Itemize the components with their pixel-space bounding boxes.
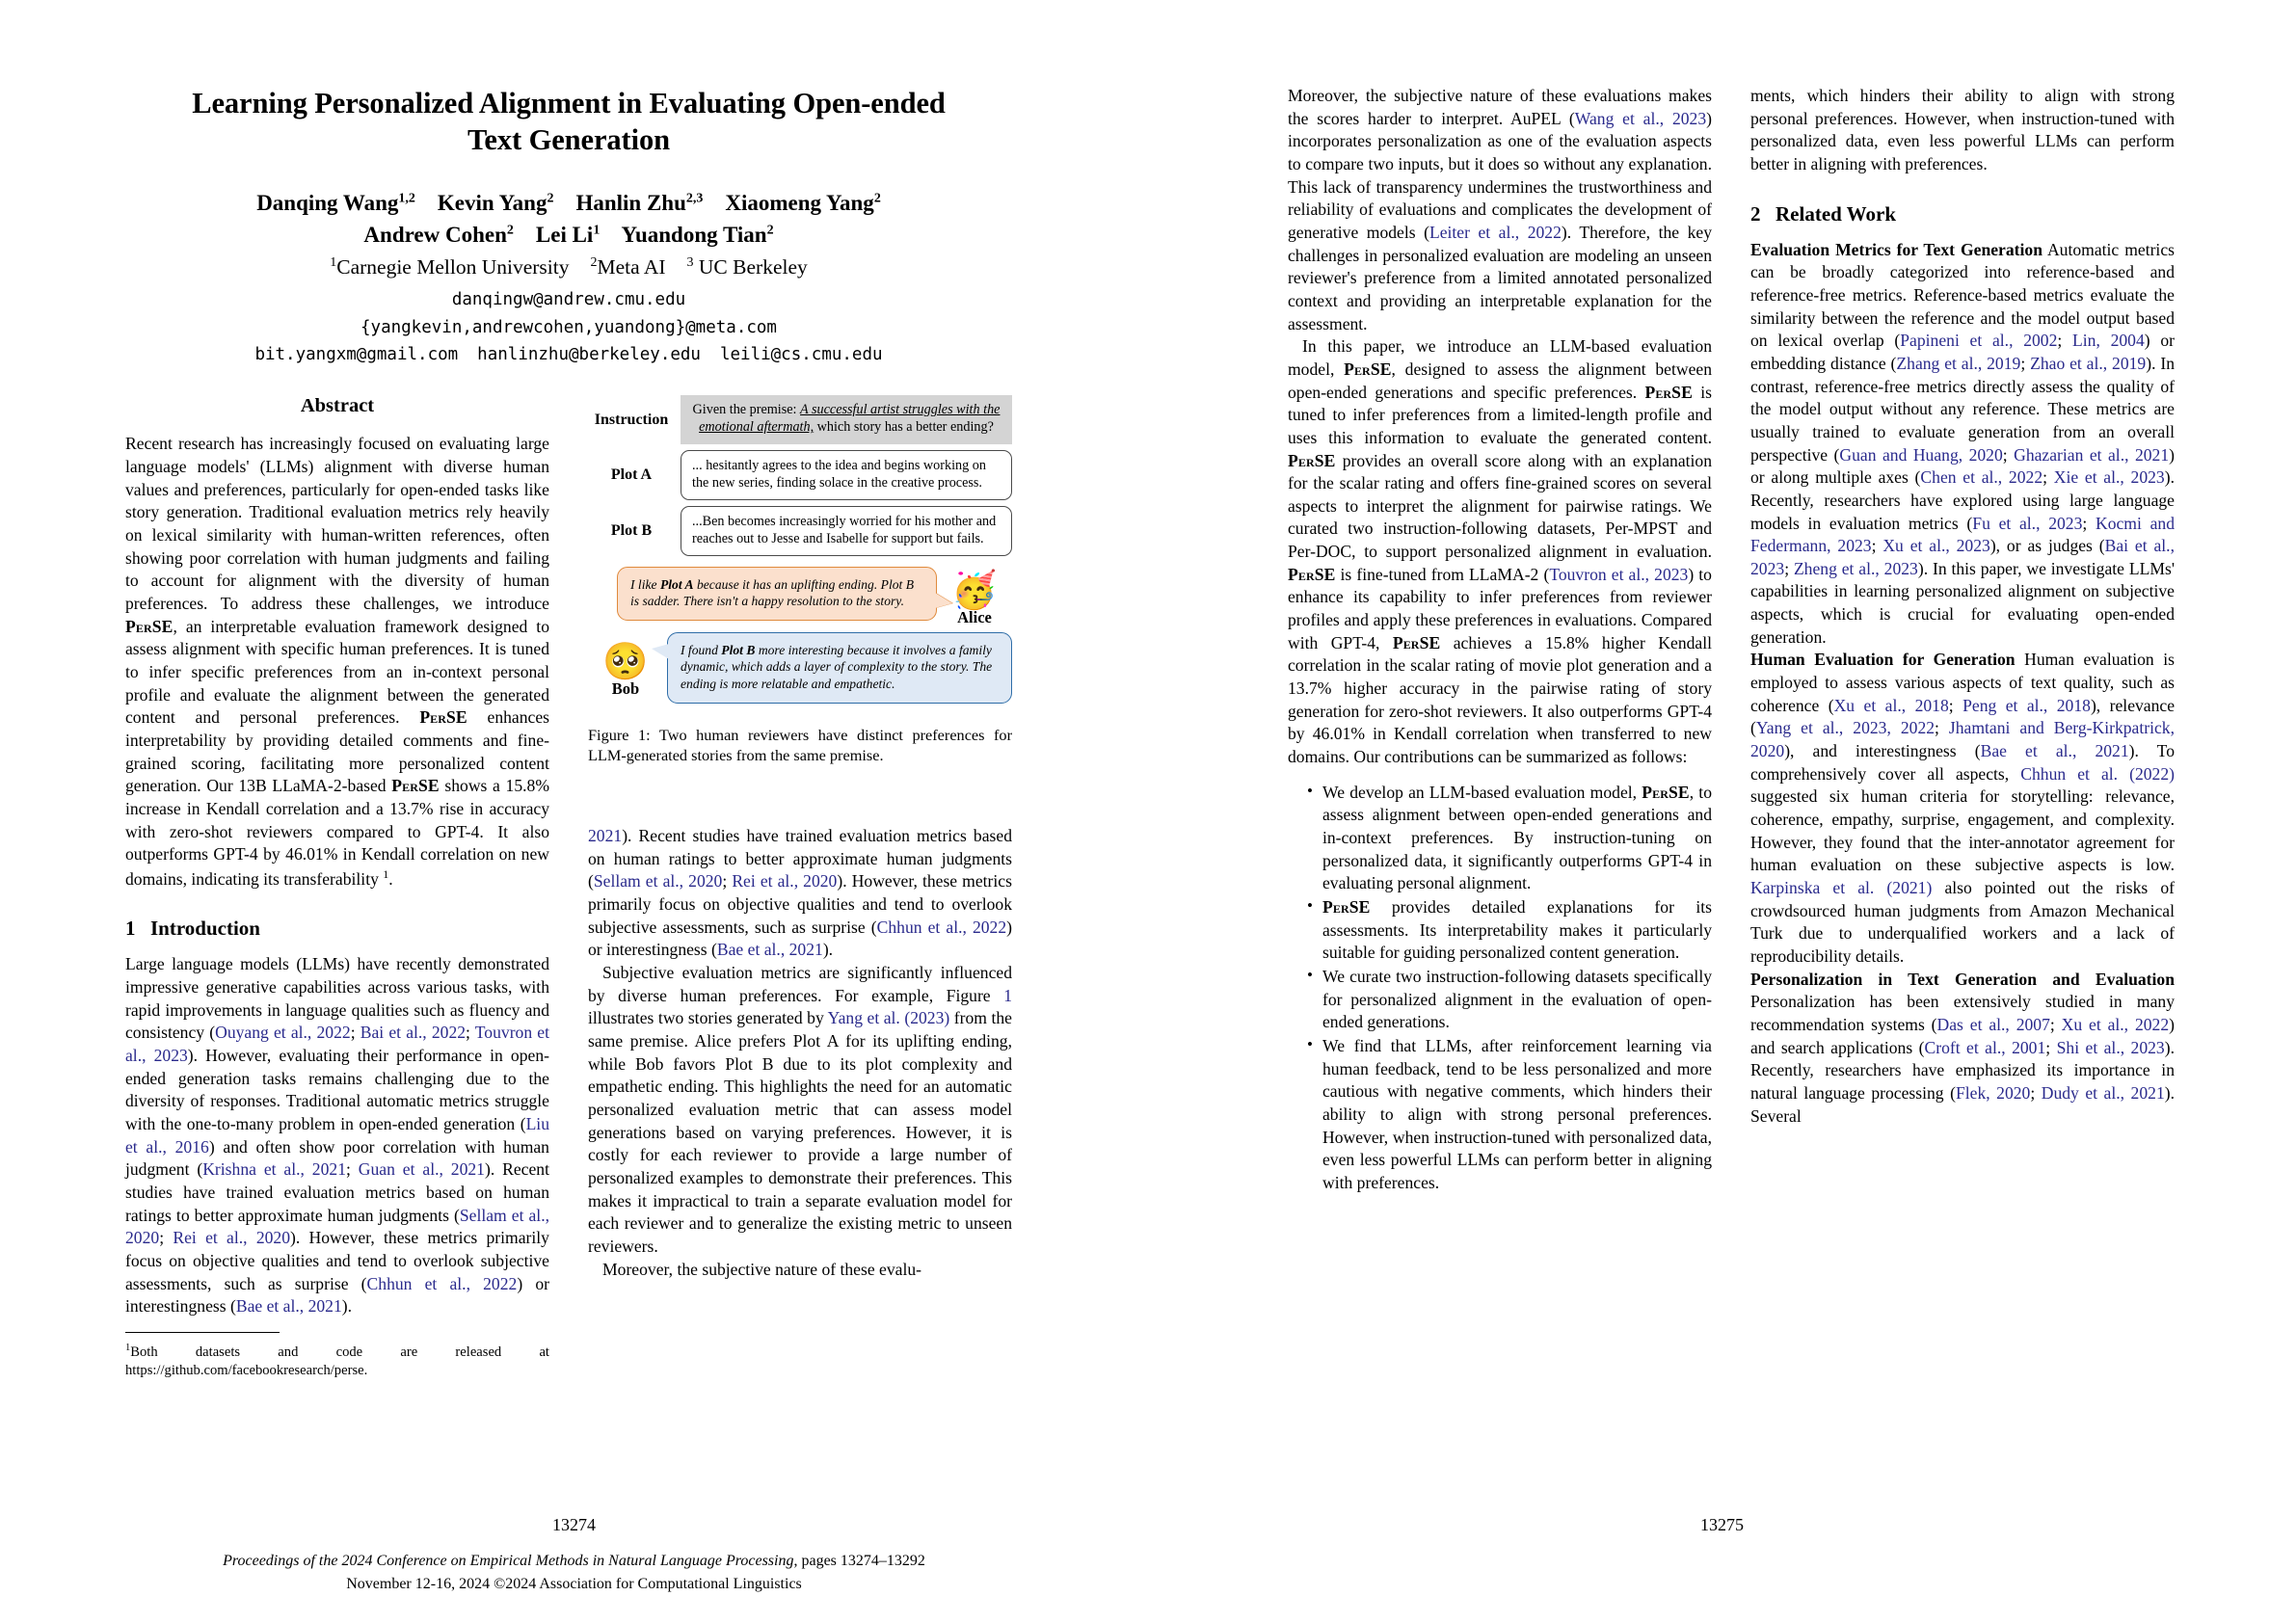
body-text: ). In this paper, we investigate LLMs' capabilities in learning personalized alignment on subjective aspects, which is crucial for evaluating open-ended generation. bbox=[1750, 558, 2175, 647]
author-row-2 bbox=[125, 220, 1012, 252]
citation[interactable]: Karpinska et al. (2021) bbox=[1750, 878, 1933, 897]
citation[interactable]: Chhun et al., 2022 bbox=[876, 917, 1007, 937]
model-name: PerSE bbox=[125, 616, 174, 636]
citation[interactable]: Bae et al., 2021 bbox=[716, 940, 823, 960]
citation[interactable]: Wang et al., 2023 bbox=[1574, 108, 1707, 128]
author-name: Hanlin Zhu bbox=[575, 190, 686, 215]
body-text: ). Recently, researchers have explored using large language models in evaluation metrics ( bbox=[1750, 467, 2175, 533]
affiliations bbox=[125, 253, 1012, 282]
proceedings-title: Proceedings of the 2024 Conference on Empirical Methods in Natural Language Processing bbox=[223, 1553, 794, 1569]
body-text: suggested six human criteria for storytelling: relevance, coherence, empathy, surprise, engagement, and complexity. However, they found that the inter-annotator agreement for human evaluation on these subjective aspects is low. bbox=[1750, 786, 2175, 875]
author-affiliation-sup: 1,2 bbox=[398, 191, 415, 206]
author-affiliation-sup: 2 bbox=[506, 222, 514, 237]
page-13275 bbox=[1148, 0, 2296, 1623]
instruction-question: which story has a better ending? bbox=[814, 419, 994, 436]
section-heading-related-work bbox=[1750, 202, 2175, 226]
affiliation-sup: 2 bbox=[590, 255, 598, 270]
figure-bob-row bbox=[588, 632, 1012, 704]
instruction-box bbox=[681, 395, 1012, 444]
body-text: provides an overall score along with an explanation for the scalar rating and offers fine-grained scores on several aspects to interpret the alignment for pairwise ratings. We curated two instruction-following datasets, Per-MPST and Per-DOC, to support personalized alignment in evaluation. bbox=[1288, 450, 1712, 562]
citation[interactable]: Kocmi and Federmann, 2023 bbox=[1750, 513, 2176, 556]
list-item bbox=[1309, 1035, 1712, 1195]
citation[interactable]: Peng et al., 2018 bbox=[1962, 695, 2091, 715]
section-heading-introduction bbox=[125, 917, 549, 941]
body-text: ). Several bbox=[1750, 1082, 2176, 1126]
subsection-heading: Evaluation Metrics for Text Generation bbox=[1750, 239, 2042, 259]
citation[interactable]: Rei et al., 2020 bbox=[732, 871, 838, 891]
citation[interactable]: Guan and Huang, 2020 bbox=[1839, 444, 2003, 465]
body-text: We find that LLMs, after reinforcement learning via human feedback, tend to be less personalized and more cautious with negative comments, which hinders their ability to align with strong personal preferences. However, when instruction-tuned with personalized data, even less powerful LLMs can perform better in aligning with preferences. bbox=[1322, 1035, 1712, 1192]
body-text: Moreover, the subjective nature of these evalu- bbox=[602, 1259, 921, 1279]
citation[interactable]: Chhun et al., 2022 bbox=[366, 1273, 518, 1293]
body-text: , to assess alignment between open-ended generations and in-context preferences. By instruction-tuning on personalized data, it significantly outperforms GPT-4 in evaluating personal alignment. bbox=[1322, 782, 1712, 893]
page-number-right: 13275 bbox=[1700, 1515, 1744, 1534]
bob-text: more interesting because it involves a family dynamic, which adds a layer of complexity to the story. The ending is more relatable and empathetic. bbox=[681, 642, 993, 692]
figure-plot-a-row bbox=[588, 450, 1012, 500]
affiliation-name: UC Berkeley bbox=[698, 255, 808, 279]
pleading-face-icon: 🥺 bbox=[602, 641, 649, 682]
list-item bbox=[1309, 896, 1712, 965]
body-text: Automatic metrics can be broadly categorized into reference-based and reference-free metrics. Reference-based metrics evaluate the similarity between the reference and the model output based on lexical overlap ( bbox=[1750, 239, 2175, 351]
footnote-rule bbox=[125, 1332, 280, 1333]
intro-paragraph-3-start bbox=[588, 1259, 1012, 1282]
figure-reference[interactable]: 1 bbox=[1003, 985, 1012, 1005]
citation[interactable]: Sellam et al., 2020 bbox=[593, 871, 723, 891]
citation[interactable]: Ghazarian et al., 2021 bbox=[2014, 444, 2170, 465]
body-columns bbox=[125, 395, 1012, 1380]
model-name: PerSE bbox=[1288, 450, 1336, 470]
citation[interactable]: Zhang et al., 2019 bbox=[1896, 353, 2021, 373]
body-text: illustrates two stories generated by bbox=[588, 1008, 828, 1028]
citation[interactable]: Bae et al., 2021 bbox=[1980, 741, 2129, 761]
body-text: ) and search applications ( bbox=[1750, 1014, 2175, 1057]
author-emails bbox=[125, 286, 1012, 368]
citation[interactable]: Xu et al., 2018 bbox=[1833, 695, 1949, 715]
column-3 bbox=[1288, 85, 1712, 1196]
model-name: PerSE bbox=[1642, 782, 1690, 802]
model-name: PerSE bbox=[391, 776, 440, 796]
figure-plot-b-row bbox=[588, 506, 1012, 556]
affiliation-sup: 3 bbox=[686, 255, 694, 270]
citation[interactable]: Bai et al., 2022 bbox=[360, 1023, 467, 1043]
bob-text: I found bbox=[681, 642, 722, 657]
figure-label-instruction: Instruction bbox=[594, 411, 669, 428]
email-row bbox=[125, 341, 1012, 368]
model-name: PerSE bbox=[1344, 359, 1392, 379]
body-text: ) or interestingness ( bbox=[588, 917, 1012, 960]
section-number: 2 bbox=[1750, 201, 1761, 226]
citation[interactable]: Touvron et al., 2023 bbox=[1549, 564, 1689, 584]
citation[interactable]: Xie et al., 2023 bbox=[2053, 467, 2165, 488]
body-text: ) or interestingness ( bbox=[125, 1273, 549, 1317]
intro-paragraph-2 bbox=[588, 962, 1012, 1259]
alice-speech-bubble bbox=[617, 567, 937, 621]
partying-face-icon: 🥳 bbox=[951, 570, 998, 611]
author-name: Danqing Wang bbox=[256, 190, 399, 215]
citation[interactable]: Ouyang et al., 2022 bbox=[215, 1023, 351, 1043]
citation[interactable]: Liu et al., 2016 bbox=[125, 1113, 549, 1157]
citation[interactable]: Papineni et al., 2002 bbox=[1900, 331, 2058, 351]
persona-bob bbox=[588, 632, 663, 699]
abstract-heading: Abstract bbox=[300, 395, 375, 417]
author-affiliation-sup: 2 bbox=[766, 222, 774, 237]
related-work-paragraph-3: Personalization in Text Generation and Evaluation Personalization has been extensively studied in many recommendation systems (Das et al., 2007; Xu et al., 2022) and search applications (Croft et al., 2001; Shi et al., 2023). Recently, researchers have emphasized its importance in natural language processing (Flek, 2020; Dudy et al., 2021). Several bbox=[1750, 969, 2176, 1126]
plot-b-box: ...Ben becomes increasingly worried for his mother and reaches out to Jesse and Isabelle for support but fails. bbox=[681, 506, 1012, 556]
body-text: ), relevance ( bbox=[1750, 695, 2176, 738]
alice-text: I like bbox=[630, 576, 660, 592]
affiliation-name: Carnegie Mellon University bbox=[336, 255, 570, 279]
body-text: ) or along multiple axes ( bbox=[1750, 444, 2175, 488]
citation[interactable]: Rei et al., 2020 bbox=[173, 1228, 291, 1248]
author-name: Yuandong Tian bbox=[621, 222, 767, 247]
figure-1 bbox=[588, 395, 1012, 765]
email-address: bit.yangxm@gmail.com bbox=[254, 345, 459, 365]
list-item bbox=[1309, 782, 1712, 895]
citation[interactable]: Guan et al., 2021 bbox=[358, 1159, 485, 1180]
body-text: ). However, these metrics primarily focus on objective qualities and tend to overlook subjective assessments, such as surprise ( bbox=[125, 1228, 549, 1293]
intro-paragraph-4 bbox=[1288, 335, 1712, 768]
email-address: leili@cs.cmu.edu bbox=[719, 345, 883, 365]
author-affiliation-sup: 2 bbox=[873, 191, 881, 206]
body-text: ), or as judges ( bbox=[1989, 536, 2105, 556]
citation[interactable]: Flek, 2020 bbox=[1955, 1082, 2031, 1103]
proceedings-line-1 bbox=[0, 1550, 1148, 1573]
bob-plot-ref: Plot B bbox=[721, 642, 756, 657]
footnote-marker: 1 bbox=[125, 1343, 131, 1354]
citation[interactable]: Lin, 2004 bbox=[2072, 331, 2145, 351]
related-work-intro-cont bbox=[1750, 85, 2175, 176]
plot-a-box: ... hesitantly agrees to the idea and begins working on the new series, finding solace in the creative process. bbox=[681, 450, 1012, 500]
citation[interactable]: Yang et al. (2023) bbox=[827, 1008, 950, 1028]
author-affiliation-sup: 2 bbox=[547, 191, 554, 206]
footnote-text bbox=[125, 1342, 549, 1380]
body-text: ). Recent studies have trained evaluation metrics based on human ratings to better approximate human judgments ( bbox=[588, 826, 1012, 891]
intro-paragraph-3 bbox=[1288, 85, 1712, 335]
email-address: hanlinzhu@berkeley.edu bbox=[477, 345, 701, 365]
citation[interactable]: Fu et al., 2023 bbox=[1972, 513, 2083, 533]
intro-paragraph-1: Large language models (LLMs) have recently demonstrated impressive generative capabilities across various tasks, with rapid improvements in language qualities such as fluency and consistency (Ouyang et al., 2022; Bai et al., 2022; Touvron et al., 2023). However, evaluating their performance in open-ended generation tasks remains challenging due to the diversity of responses. Traditional automatic metrics struggle with the one-to-many problem in open-ended generation (Liu et al., 2016) and often show poor correlation with human judgment (Krishna et al., 2021; Guan et al., 2021). Recent studies have trained evaluation metrics based on human ratings to better approximate human judgments (Sellam et al., 2020; Rei et al., 2020). However, these metrics primarily focus on objective qualities and tend to overlook subjective assessments, such as surprise (Chhun et al., 2022) or interestingness (Bae et al., 2021). bbox=[125, 954, 550, 1317]
page-number-left: 13274 bbox=[552, 1515, 596, 1534]
alice-text: because it has an uplifting ending. Plot B is sadder. There isn't a happy resolution to the story. bbox=[630, 576, 915, 609]
citation[interactable]: Bae et al., 2021 bbox=[235, 1296, 342, 1317]
body-text: ). bbox=[822, 940, 834, 960]
body-text: ). However, evaluating their performance in open-ended generation tasks remains challenging due to the diversity of responses. Traditional automatic metrics struggle with the one-to-many problem in open-ended generation ( bbox=[125, 1045, 549, 1133]
body-text: from the same premise. Alice prefers Plot A for its uplifting ending, while Bob favors Plot B due to its plot complexity and empathetic ending. This highlights the need for an automatic personalized evaluation metric that can assess model generations based on varying preferences. However, it is costly for each reviewer to provide a large number of personalized examples to demonstrate their preferences. This makes it impractical to train a separate evaluation model for each reviewer and to generalize the existing metric to unseen reviewers. bbox=[588, 1008, 1012, 1256]
model-name: PerSE bbox=[1392, 632, 1441, 652]
body-text: ). Therefore, the key challenges in personalized evaluation are modeling an unseen reviewer's preference from a limited annotated personalized context and providing an interpretable explanation for the assessment. bbox=[1288, 222, 1712, 333]
figure-alice-row bbox=[588, 567, 1012, 627]
citation[interactable]: Touvron et al., 2023 bbox=[125, 1023, 550, 1065]
model-name: PerSE bbox=[1644, 382, 1693, 402]
citation[interactable]: Dudy et al., 2021 bbox=[2041, 1082, 2165, 1103]
body-text: ). In contrast, reference-free metrics directly assess the quality of the model output without any reference. These metrics are usually trained to evaluate generation from an overall perspective ( bbox=[1750, 353, 2175, 465]
affiliation-name: Meta AI bbox=[597, 255, 666, 279]
body-text: provides detailed explanations for its assessments. Its interpretability makes it particularly suitable for guiding personalized content generation. bbox=[1322, 896, 1712, 963]
author-name: Xiaomeng Yang bbox=[725, 190, 874, 215]
email-address: {yangkevin,andrewcohen,yuandong}@meta.com bbox=[360, 317, 777, 337]
figure-instruction-row bbox=[588, 395, 1012, 444]
related-work-paragraph-1: Evaluation Metrics for Text Generation Automatic metrics can be broadly categorized into reference-based and reference-free metrics. Reference-based metrics evaluate the similarity between the reference and the model output based on lexical overlap (Papineni et al., 2002; Lin, 2004) or embedding distance (Zhang et al., 2019; Zhao et al., 2019). In contrast, reference-free metrics directly assess the quality of the model output without any reference. These metrics are usually trained to evaluate generation from an overall perspective (Guan and Huang, 2020; Ghazarian et al., 2021) or along multiple axes (Chen et al., 2022; Xie et al., 2023). Recently, researchers have explored using large language models in evaluation metrics (Fu et al., 2023; Kocmi and Federmann, 2023; Xu et al., 2023), or as judges (Bai et al., 2023; Zheng et al., 2023). In this paper, we investigate LLMs' capabilities in learning personalized alignment on subjective aspects, which is crucial for evaluating open-ended generation. bbox=[1750, 239, 2176, 647]
affiliation-sup: 1 bbox=[330, 255, 337, 270]
abstract-text: . bbox=[388, 868, 393, 889]
body-text: ) to enhance its capability to infer preferences from reviewer profiles and apply these preferences in evaluations. Compared with GPT-4, bbox=[1288, 564, 1712, 652]
page-title: Learning Personalized Alignment in Evaluating Open-ended Text Generation bbox=[192, 87, 946, 157]
body-text: ). However, these metrics primarily focus on objective qualities and tend to overlook subjective assessments, such as surprise ( bbox=[588, 871, 1012, 937]
proceedings-line-2: November 12-16, 2024 ©2024 Association for Computational Linguistics bbox=[346, 1576, 802, 1593]
citation[interactable]: Croft et al., 2001 bbox=[1924, 1037, 2046, 1057]
section-title: Introduction bbox=[150, 917, 260, 941]
body-text: achieves a 15.8% higher Kendall correlation in the scalar rating of movie plot generation and a 13.7% higher accuracy in the pairwise rating of story generation for zero-shot reviewers. It also outperforms GPT-4 by 46.01% in Kendall correlation when transferred to new domains. Our contributions can be summarized as follows: bbox=[1288, 632, 1712, 767]
section-number: 1 bbox=[125, 917, 136, 941]
proceedings-footer bbox=[0, 1550, 1148, 1597]
citation[interactable]: Xu et al., 2023 bbox=[1882, 536, 1990, 556]
citation[interactable]: Yang et al., 2023, 2022 bbox=[1755, 718, 1936, 738]
proceedings-pages: , pages 13274–13292 bbox=[793, 1553, 925, 1569]
footnote-block bbox=[125, 1332, 549, 1381]
author-row-1 bbox=[125, 188, 1012, 220]
citation[interactable]: Chen et al., 2022 bbox=[1920, 467, 2043, 488]
citation[interactable]: Das et al., 2007 bbox=[1936, 1014, 2050, 1034]
figure-label-plot-a: Plot A bbox=[610, 466, 653, 484]
list-item bbox=[1309, 966, 1712, 1034]
model-name: PerSE bbox=[419, 707, 467, 728]
abstract-text: enhances interpretability by providing detailed comments and fine-grained scoring, facilitating more personalized content generation. Our 13B LLaMA-2-based bbox=[125, 707, 550, 796]
body-text: Large language models (LLMs) have recently demonstrated impressive generative capabilities across various tasks, with rapid improvements in language qualities such as fluency and consistency ( bbox=[125, 954, 549, 1043]
author-affiliation-sup: 1 bbox=[593, 222, 601, 237]
body-text: Subjective evaluation metrics are significantly influenced by diverse human preferences. For example, Figure bbox=[588, 963, 1012, 1005]
abstract-text: shows a 15.8% increase in Kendall correlation and a 13.7% rise in accuracy with zero-shot reviewers compared to GPT-4. It also outperforms GPT-4 by 46.01% in Kendall correlation on new domains, indicating its transferability bbox=[125, 776, 549, 889]
citation[interactable]: Bai et al., 2023 bbox=[1750, 536, 2175, 578]
body-text: , designed to assess the alignment between open-ended generations and specific preferences. bbox=[1288, 359, 1712, 402]
body-text: ). To comprehensively cover all aspects, bbox=[1750, 741, 2175, 784]
body-text: ). Recent studies have trained evaluation metrics based on human ratings to better approximate human judgments ( bbox=[125, 1159, 549, 1225]
body-columns-right bbox=[1288, 85, 2175, 1196]
footnote-body: Both datasets and code are released at https://github.com/facebookresearch/perse. bbox=[125, 1344, 549, 1379]
body-text: is fine-tuned from LLaMA-2 ( bbox=[1335, 564, 1550, 584]
body-text: Moreover, the subjective nature of these evaluations makes the scores harder to interpret. AuPEL ( bbox=[1288, 86, 1712, 128]
author-list bbox=[125, 188, 1012, 251]
body-text: is tuned to infer preferences from a limited-length profile and uses this information to evaluate the generated content. bbox=[1288, 382, 1712, 447]
author-name: Lei Li bbox=[535, 222, 594, 247]
email-address: danqingw@andrew.cmu.edu bbox=[451, 290, 686, 310]
column-2 bbox=[588, 395, 1012, 1380]
footnote-reference[interactable]: 1 bbox=[383, 866, 389, 881]
intro-paragraph-1-cont: 2021). Recent studies have trained evaluation metrics based on human ratings to better approximate human judgments (Sellam et al., 2020; Rei et al., 2020). However, these metrics primarily focus on objective qualities and tend to overlook subjective assessments, such as surprise (Chhun et al., 2022) or interestingness (Bae et al., 2021). bbox=[588, 826, 1012, 960]
alice-name-label: Alice bbox=[957, 607, 992, 626]
contributions-list bbox=[1288, 782, 1712, 1195]
body-text: We develop an LLM-based evaluation model, bbox=[1322, 782, 1642, 802]
body-text: Personalization has been extensively studied in many recommendation systems ( bbox=[1750, 992, 2175, 1034]
column-4 bbox=[1750, 85, 2175, 1196]
subsection-heading: Human Evaluation for Generation bbox=[1750, 650, 2016, 670]
abstract-paragraph bbox=[125, 433, 549, 891]
bob-name-label: Bob bbox=[611, 678, 640, 698]
body-text: ments, which hinders their ability to align with strong personal preferences. However, when instruction-tuned with personalized data, even less powerful LLMs can perform better in aligning with preferences. bbox=[1750, 86, 2175, 173]
section-title: Related Work bbox=[1775, 201, 1897, 226]
body-text: ). bbox=[341, 1296, 353, 1317]
body-text: We curate two instruction-following datasets specifically for personalized alignment in the evaluation of open-ended generations. bbox=[1322, 966, 1712, 1032]
bob-speech-bubble bbox=[667, 632, 1012, 704]
body-text: ) incorporates personalization as one of the evaluation aspects to compare two inputs, but it does so without any explanation. This lack of transparency undermines the trustworthiness and reliability of evaluations and complicates the development of generative models ( bbox=[1288, 108, 1712, 242]
instruction-prefix: Given the premise: bbox=[692, 402, 801, 418]
citation[interactable]: Krishna et al., 2021 bbox=[202, 1159, 346, 1180]
author-name: Andrew Cohen bbox=[363, 222, 507, 247]
related-work-paragraph-2: Human Evaluation for Generation Human evaluation is employed to assess various aspects of text quality, such as coherence (Xu et al., 2018; Peng et al., 2018), relevance (Yang et al., 2023, 2022; Jhamtani and Berg-Kirkpatrick, 2020), and interestingness (Bae et al., 2021). To comprehensively cover all aspects, Chhun et al. (2022) suggested six human criteria for storytelling: relevance, coherence, empathy, surprise, engagement, and complexity. However, they found that the inter-annotator agreement for human evaluation on these subjective aspects is low. Karpinska et al. (2021) also pointed out the risks of crowdsourced human judgments from Amazon Mechanical Turk due to underqualified workers and a lack of reproducibility details. bbox=[1750, 650, 2176, 966]
citation[interactable]: Xu et al., 2022 bbox=[2061, 1014, 2170, 1034]
body-text: ) or embedding distance ( bbox=[1750, 331, 2176, 373]
citation[interactable]: Sellam et al., 2020 bbox=[125, 1205, 549, 1248]
figure-1-caption: Figure 1: Two human reviewers have distinct preferences for LLM-generated stories from the same premise. bbox=[588, 725, 1012, 764]
abstract-text: Recent research has increasingly focused on evaluating large language models' (LLMs) alignment with diverse human values and preferences, particularly for open-ended tasks like story generation. Traditional evaluation metrics rely heavily on lexical similarity with human-written references, often showing poor correlation with human judgments and failing to account for alignment with the diversity of human preferences. To address these challenges, we introduce bbox=[125, 434, 549, 613]
column-1 bbox=[125, 395, 549, 1380]
body-text: also pointed out the risks of crowdsourced human judgments from Amazon Mechanical Turk due to underqualified workers and a lack of reproducibility details. bbox=[1750, 878, 2175, 966]
citation[interactable]: Chhun et al. (2022) bbox=[2020, 763, 2175, 784]
citation[interactable]: Zheng et al., 2023 bbox=[1793, 558, 1918, 578]
author-name: Kevin Yang bbox=[437, 190, 547, 215]
figure-label-plot-b: Plot B bbox=[610, 521, 653, 539]
instruction-premise: A successful artist struggles with the emotional aftermath, bbox=[699, 402, 1001, 436]
author-affiliation-sup: 2,3 bbox=[685, 191, 704, 206]
body-text: In this paper, we introduce an LLM-based evaluation model, bbox=[1288, 336, 1712, 379]
citation[interactable]: Shi et al., 2023 bbox=[2056, 1037, 2165, 1057]
citation[interactable]: Zhao et al., 2019 bbox=[2030, 353, 2147, 373]
abstract-text: , an interpretable evaluation framework designed to assess alignment with specific human preferences. It is tuned to infer specific preferences from an in-context personal profile and evaluate the alignment between the generated content and personal preferences. bbox=[125, 616, 549, 728]
body-text: ), and interestingness ( bbox=[1784, 741, 1981, 761]
body-text: ) and often show poor correlation with human judgment ( bbox=[125, 1136, 549, 1180]
model-name: PerSE bbox=[1322, 896, 1371, 917]
model-name: PerSE bbox=[1288, 564, 1336, 584]
citation[interactable]: Leiter et al., 2022 bbox=[1428, 222, 1562, 242]
body-text: Human evaluation is employed to assess various aspects of text quality, such as coherence ( bbox=[1750, 650, 2175, 715]
body-text: ). Recently, researchers have emphasized its importance in natural language processing ( bbox=[1750, 1037, 2175, 1103]
citation[interactable]: 2021 bbox=[588, 826, 623, 846]
alice-plot-ref: Plot A bbox=[659, 576, 694, 592]
subsection-heading: Personalization in Text Generation and Evaluation bbox=[1750, 969, 2175, 989]
citation[interactable]: Jhamtani and Berg-Kirkpatrick, 2020 bbox=[1750, 718, 2175, 761]
